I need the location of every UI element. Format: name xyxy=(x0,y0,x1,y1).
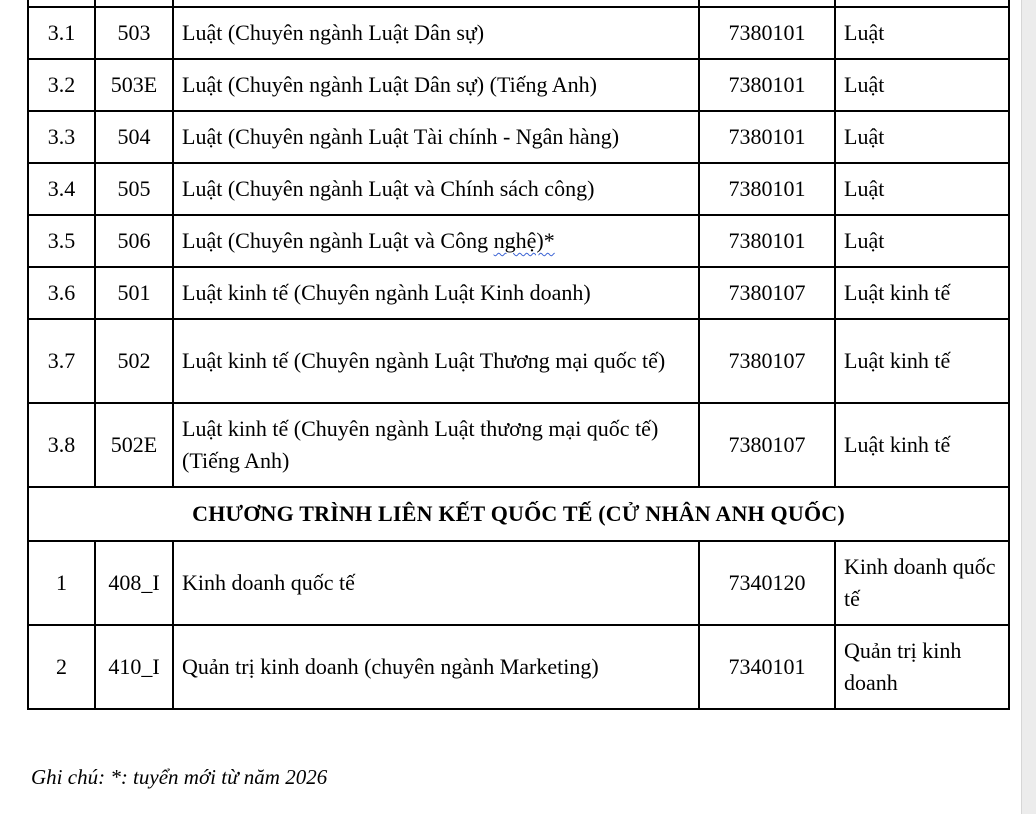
row-program-name: Luật kinh tế (Chuyên ngành Luật Kinh doanh) xyxy=(173,267,699,319)
table-row xyxy=(28,403,1009,487)
row-program-name xyxy=(173,215,699,267)
row-stt: 2 xyxy=(28,625,95,709)
section-header-row xyxy=(28,487,1009,541)
spellcheck-flagged-text: nghệ)* xyxy=(493,228,555,253)
row-code: 506 xyxy=(95,215,173,267)
table-row xyxy=(28,111,1009,163)
row-stt: 3.5 xyxy=(28,215,95,267)
row-major-code: 7380101 xyxy=(699,215,835,267)
row-major-code: 7380107 xyxy=(699,319,835,403)
row-program-name: Luật kinh tế (Chuyên ngành Luật Thương mại quốc tế) xyxy=(173,319,699,403)
row-program-name: Luật (Chuyên ngành Luật Dân sự) (Tiếng Anh) xyxy=(173,59,699,111)
row-major-name: Luật kinh tế xyxy=(835,267,1009,319)
table-row xyxy=(28,625,1009,709)
row-stt: 3.4 xyxy=(28,163,95,215)
footnote: Ghi chú: *: tuyển mới từ năm 2026 xyxy=(31,765,328,789)
row-stt: 3.7 xyxy=(28,319,95,403)
row-code: 503E xyxy=(95,59,173,111)
row-major-code: 7340101 xyxy=(699,625,835,709)
row-major-code: 7380101 xyxy=(699,7,835,59)
row-program-name: Luật (Chuyên ngành Luật Dân sự) xyxy=(173,7,699,59)
row-major-code: 7380101 xyxy=(699,59,835,111)
row-program-name: Luật kinh tế (Chuyên ngành Luật thương mại quốc tế) (Tiếng Anh) xyxy=(173,403,699,487)
table-row xyxy=(28,541,1009,625)
row-major-name: Luật xyxy=(835,111,1009,163)
table-row xyxy=(28,163,1009,215)
program-name-prefix: Luật (Chuyên ngành Luật và Công xyxy=(182,228,494,253)
section-title: CHƯƠNG TRÌNH LIÊN KẾT QUỐC TẾ (CỬ NHÂN ANH QUỐC) xyxy=(28,487,1009,541)
row-stt: 3.1 xyxy=(28,7,95,59)
table-row xyxy=(28,319,1009,403)
row-major-name: Kinh doanh quốc tế xyxy=(835,541,1009,625)
row-code: 504 xyxy=(95,111,173,163)
row-major-code: 7380101 xyxy=(699,163,835,215)
row-major-name: Luật xyxy=(835,215,1009,267)
table-row xyxy=(28,215,1009,267)
row-stt: 3.3 xyxy=(28,111,95,163)
row-code: 505 xyxy=(95,163,173,215)
row-code: 502E xyxy=(95,403,173,487)
row-stt: 3.6 xyxy=(28,267,95,319)
row-major-name: Luật kinh tế xyxy=(835,319,1009,403)
row-major-name: Luật xyxy=(835,7,1009,59)
table-row xyxy=(28,7,1009,59)
row-code: 410_I xyxy=(95,625,173,709)
row-major-name: Luật kinh tế xyxy=(835,403,1009,487)
row-code: 503 xyxy=(95,7,173,59)
page-edge xyxy=(1021,0,1036,814)
row-program-name: Luật (Chuyên ngành Luật và Chính sách công) xyxy=(173,163,699,215)
table-top-edge xyxy=(28,0,1009,7)
row-major-name: Luật xyxy=(835,59,1009,111)
row-program-name: Kinh doanh quốc tế xyxy=(173,541,699,625)
row-code: 408_I xyxy=(95,541,173,625)
program-table xyxy=(27,0,1010,710)
row-major-code: 7380101 xyxy=(699,111,835,163)
row-program-name: Luật (Chuyên ngành Luật Tài chính - Ngân hàng) xyxy=(173,111,699,163)
row-program-name: Quản trị kinh doanh (chuyên ngành Marketing) xyxy=(173,625,699,709)
row-code: 502 xyxy=(95,319,173,403)
table-row xyxy=(28,59,1009,111)
row-major-code: 7340120 xyxy=(699,541,835,625)
row-major-code: 7380107 xyxy=(699,403,835,487)
row-major-name: Luật xyxy=(835,163,1009,215)
row-stt: 3.2 xyxy=(28,59,95,111)
row-major-name: Quản trị kinh doanh xyxy=(835,625,1009,709)
table-row xyxy=(28,267,1009,319)
row-stt: 3.8 xyxy=(28,403,95,487)
row-major-code: 7380107 xyxy=(699,267,835,319)
row-stt: 1 xyxy=(28,541,95,625)
row-code: 501 xyxy=(95,267,173,319)
